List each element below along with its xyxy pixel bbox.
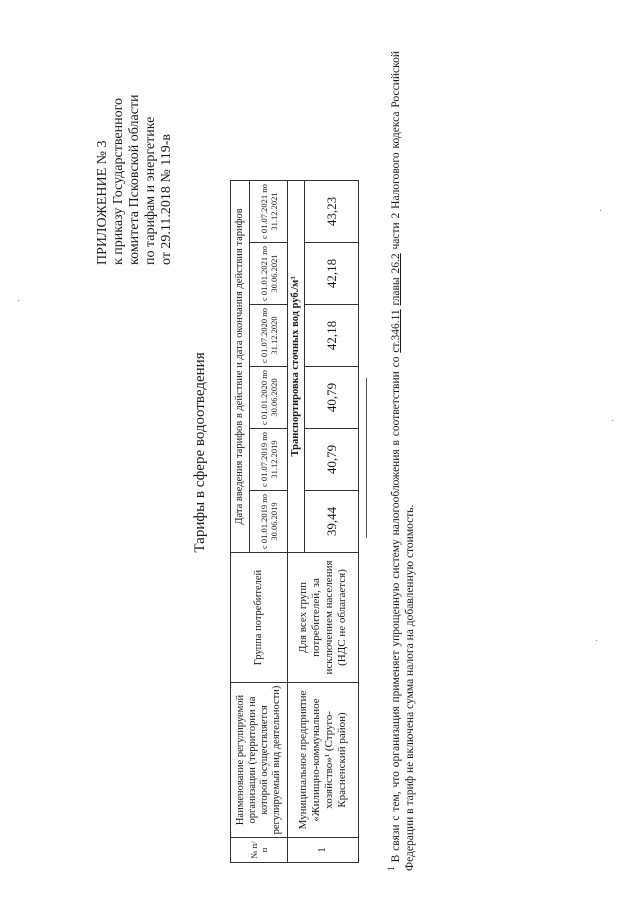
document-title: Тарифы в сфере водоотведения — [192, 352, 208, 553]
appendix-line-3: комитета Псковской области — [127, 94, 142, 265]
header-group: Группа потребителей — [231, 553, 288, 683]
link-article[interactable]: ст.346.11 — [389, 309, 402, 353]
header-num: № п/п — [231, 838, 288, 863]
period-2: с 01.07.2019 по 31.12.2019 — [250, 429, 288, 491]
value-4: 42,18 — [305, 305, 359, 367]
row-org: Муниципальное предприятие «Жилищно-коммунальное хозяйство»¹ (Струго-Красненский район) — [288, 683, 359, 838]
section-header: Транспортировка сточных вод руб./м³ — [288, 181, 305, 553]
value-1: 39,44 — [305, 491, 359, 553]
separator-line — [366, 378, 367, 538]
scan-speck — [600, 210, 601, 211]
period-5: с 01.01.2021 по 30.06.2021 — [250, 243, 288, 305]
value-6: 43,23 — [305, 181, 359, 243]
scan-speck — [18, 300, 19, 301]
row-num: 1 — [288, 838, 359, 863]
value-3: 40,79 — [305, 367, 359, 429]
footnote-mark: 1 — [386, 866, 397, 871]
row-group: Для всех групп потребителей, за исключением населения (НДС не облагается) — [288, 553, 359, 683]
tariff-table — [230, 180, 359, 863]
appendix-line-1: ПРИЛОЖЕНИЕ № 3 — [95, 140, 110, 265]
period-1: с 01.01.2019 по 30.06.2019 — [250, 491, 288, 553]
appendix-line-5: от 29.11.2018 № 119-в — [159, 133, 174, 265]
appendix-block — [95, 65, 175, 265]
header-org: Наименование регулируемой организации (территории на которой осуществляется регулируемый вид деятельности) — [231, 683, 288, 838]
appendix-line-2: к приказу Государственного — [111, 98, 126, 265]
value-2: 40,79 — [305, 429, 359, 491]
footnote — [385, 51, 417, 871]
period-6: с 01.07.2021 по 31.12.2021 — [250, 181, 288, 243]
link-chapter[interactable]: главы 26.2 — [389, 253, 402, 306]
footnote-text-c: части 2 Налогового кодекса Российской Федерации в тариф не включена сумма налога на добавленную стоимость. — [389, 50, 416, 871]
value-5: 42,18 — [305, 243, 359, 305]
appendix-line-4: по тарифам и энергетике — [143, 116, 158, 265]
footnote-text-b — [390, 305, 402, 309]
period-4: с 01.07.2020 по 31.12.2020 — [250, 305, 288, 367]
scan-speck — [612, 420, 613, 421]
scan-speck — [596, 640, 597, 641]
header-dates: Дата введения тарифов в действие и дата окончания действия тарифов — [231, 181, 250, 553]
period-3: с 01.01.2020 по 30.06.2020 — [250, 367, 288, 429]
footnote-text-a: В связи с тем, что организация применяет упрощенную систему налогообложения в соответствии со — [389, 352, 402, 863]
